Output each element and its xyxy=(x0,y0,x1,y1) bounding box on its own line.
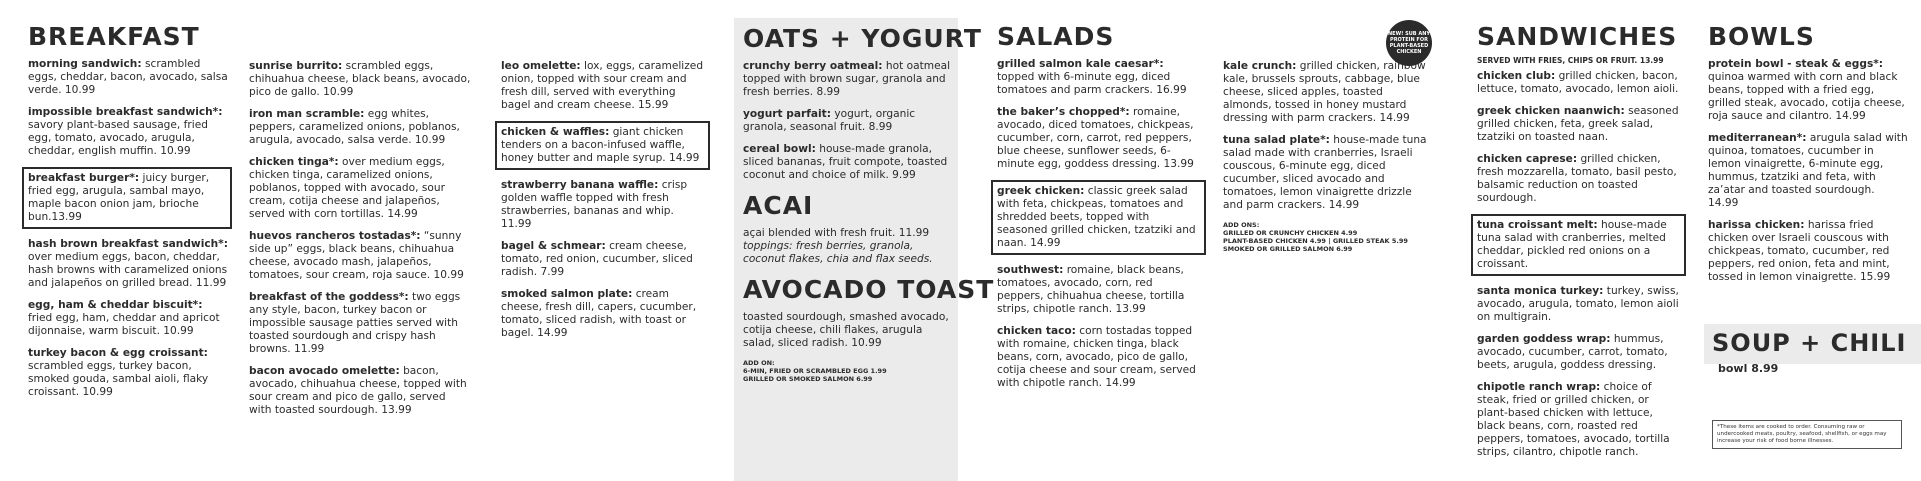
new-badge: NEW! SUB ANY PROTEIN FOR PLANT-BASED CHICKEN xyxy=(1386,20,1432,66)
menu-item: garden goddess wrap: hummus, avocado, cucumber, carrot, tomato, beets, arugula, goddess dressing. xyxy=(1477,333,1668,371)
menu-item: protein bowl - steak & eggs*: quinoa warmed with corn and black beans, topped with a fried egg, grilled steak, avocado, cotija cheese, roja sauce and cilantro. 14.99 xyxy=(1708,58,1905,122)
menu-item: turkey bacon & egg croissant: scrambled eggs, turkey bacon, smoked gouda, sambal aioli, flaky croissant. 10.99 xyxy=(28,347,209,398)
avocado-addon-1: 6-MIN, FRIED OR SCRAMBLED EGG 1.99 xyxy=(743,367,887,375)
acai-heading: ACAI xyxy=(743,191,814,220)
sandwiches-subtitle: SERVED WITH FRIES, CHIPS OR FRUIT. 13.99 xyxy=(1477,56,1664,65)
oats-yogurt-heading: OATS + YOGURT xyxy=(743,24,982,53)
avocado-toast-desc: toasted sourdough, smashed avocado, cotija cheese, chili flakes, arugula salad, sliced radish. 10.99 xyxy=(743,311,949,349)
menu-item: egg, ham & cheddar biscuit*: fried egg, ham, cheddar and apricot dijonnaise, warm biscuit. 10.99 xyxy=(28,299,220,337)
menu-item: impossible breakfast sandwich*: savory plant-based sausage, fried egg, tomato, avocado, arugula, cheddar, english muffin. 10.99 xyxy=(28,106,223,157)
menu-item: chicken tinga*: over medium eggs, chicken tinga, caramelized onions, poblanos, topped with avocado, sour cream, cotija cheese and jalapeños, served with corn tortillas. 14.99 xyxy=(249,156,445,220)
menu-item: sunrise burrito: scrambled eggs, chihuahua cheese, black beans, avocado, pico de gallo. 10.99 xyxy=(249,60,471,98)
menu-item: strawberry banana waffle: crisp golden waffle topped with fresh strawberries, bananas and whip. 11.99 xyxy=(501,179,688,230)
menu-item: bagel & schmear: cream cheese, tomato, red onion, cucumber, sliced radish. 7.99 xyxy=(501,240,693,278)
menu-item: crunchy berry oatmeal: hot oatmeal topped with brown sugar, granola and fresh berries. 8.99 xyxy=(743,60,951,98)
breakfast-col-2 xyxy=(249,60,471,426)
menu-item: iron man scramble: egg whites, peppers, caramelized onions, poblanos, arugula, avocado, salsa verde. 10.99 xyxy=(249,108,460,146)
menu-item: the baker’s chopped*: romaine, avocado, diced tomatoes, chickpeas, cucumber, corn, carrot, red peppers, blue cheese, sunflower seeds, 6-minute egg, goddess dressing. 13.99 xyxy=(997,106,1194,170)
sandwiches-heading: SANDWICHES xyxy=(1477,22,1678,51)
breakfast-heading: BREAKFAST xyxy=(28,22,200,51)
menu-item-featured: tuna croissant melt: house-made tuna salad with cranberries, melted cheddar, pickled red onions on a croissant. xyxy=(1471,214,1686,276)
menu-item: tuna salad plate*: house-made tuna salad made with cranberries, Israeli couscous, 6-minute egg, diced cucumber, sliced avocado and tomatoes, lemon vinaigrette drizzle and parm crackers. 14.99 xyxy=(1223,134,1427,211)
menu-item: smoked salmon plate: cream cheese, fresh dill, capers, cucumber, tomato, sliced radish, with toast or bagel. 14.99 xyxy=(501,288,697,339)
menu-item: harissa chicken: harissa fried chicken over Israeli couscous with chickpeas, tomato, cucumber, red peppers, red onion, feta and mint, tossed in lemon vinaigrette. 15.99 xyxy=(1708,219,1891,283)
breakfast-col-1 xyxy=(28,22,228,408)
menu-item: southwest: romaine, black beans, tomatoes, avocado, corn, red peppers, chihuahua cheese, tortilla strips, chipotle ranch. 13.99 xyxy=(997,264,1185,315)
bowls-heading: BOWLS xyxy=(1708,22,1815,51)
salads-heading: SALADS xyxy=(997,22,1115,51)
menu-item: huevos rancheros tostadas*: “sunny side up” eggs, black beans, chihuahua cheese, avocado mash, jalapeños, tomatoes, sour cream, roja sauce. 10.99 xyxy=(249,230,464,281)
salads-addon-2: PLANT-BASED CHICKEN 4.99 | GRILLED STEAK 5.99 xyxy=(1223,237,1408,245)
breakfast-col-3 xyxy=(501,60,706,349)
salads-addon-3: SMOKED OR GRILLED SALMON 6.99 xyxy=(1223,245,1353,253)
food-safety-footnote: *These items are cooked to order. Consuming raw or undercooked meats, poultry, seafood, shellfish, or eggs may increase your risk of food borne illnesses. xyxy=(1712,420,1902,449)
menu-item: bacon avocado omelette: bacon, avocado, chihuahua cheese, topped with sour cream and pico de gallo, served with toasted sourdough. 13.99 xyxy=(249,365,467,416)
bowls-col xyxy=(1708,22,1908,293)
menu-item: grilled salmon kale caesar*: topped with 6-minute egg, diced tomatoes and parm crackers. 16.99 xyxy=(997,58,1187,96)
salads-col-1 xyxy=(997,22,1202,399)
salads-col-2 xyxy=(1223,60,1433,253)
avocado-addon-2: GRILLED OR SMOKED SALMON 6.99 xyxy=(743,375,873,383)
menu-item: leo omelette: lox, eggs, caramelized onion, topped with sour cream and fresh dill, served with everything bagel and cream cheese. 15.99 xyxy=(501,60,704,111)
soup-chili xyxy=(1712,329,1917,376)
menu-item: mediterranean*: arugula salad with quinoa, tomatoes, cucumber in lemon vinaigrette, 6-minute egg, hummus, tzatziki and feta, with za’atar and toasted sourdough. 14.99 xyxy=(1708,132,1908,209)
menu-item-featured: breakfast burger*: juicy burger, fried egg, arugula, sambal mayo, maple bacon onion jam, brioche bun.13.99 xyxy=(22,167,232,229)
acai-toppings: toppings: fresh berries, granola, coconut flakes, chia and flax seeds. xyxy=(743,240,933,265)
menu-item: cereal bowl: house-made granola, sliced bananas, fruit compote, toasted coconut and choice of milk. 9.99 xyxy=(743,143,948,181)
menu-item: santa monica turkey: turkey, swiss, avocado, arugula, tomato, lemon aioli on multigrain. xyxy=(1477,285,1679,323)
soup-chili-heading: SOUP + CHILI xyxy=(1712,329,1907,357)
menu-item: chipotle ranch wrap: choice of steak, fried or grilled chicken, or plant-based chicken with lettuce, black beans, corn, roasted red peppers, tomatoes, avocado, tortilla strips, cilantro, chipotle ranch. xyxy=(1477,381,1670,458)
soup-chili-price: bowl 8.99 xyxy=(1718,362,1779,375)
oats-acai-avocado-col xyxy=(743,24,995,383)
salads-addon-1: GRILLED OR CRUNCHY CHICKEN 4.99 xyxy=(1223,229,1358,237)
avocado-toast-heading: AVOCADO TOAST xyxy=(743,275,995,304)
menu-item-featured: greek chicken: classic greek salad with feta, chickpeas, tomatoes and shredded beets, topped with seasoned grilled chicken, tzatziki and naan. 14.99 xyxy=(991,180,1206,255)
menu-item: kale crunch: grilled chicken, rainbow kale, brussels sprouts, cabbage, blue cheese, sliced apples, toasted almonds, tossed in honey mustard dressing with parm crackers. 14.99 xyxy=(1223,60,1426,124)
menu-item: chicken taco: corn tostadas topped with romaine, chicken tinga, black beans, corn, avocado, pico de gallo, cotija cheese and sour cream, served with chipotle ranch. 14.99 xyxy=(997,325,1196,389)
menu-item: yogurt parfait: yogurt, organic granola, seasonal fruit. 8.99 xyxy=(743,108,916,133)
menu-item: chicken club: grilled chicken, bacon, lettuce, tomato, avocado, lemon aioli. xyxy=(1477,70,1679,95)
menu-item: greek chicken naanwich: seasoned grilled chicken, feta, greek salad, tzatziki on toasted naan. xyxy=(1477,105,1679,143)
menu-item: chicken caprese: grilled chicken, fresh mozzarella, tomato, basil pesto, balsamic reduction on toasted sourdough. xyxy=(1477,153,1677,204)
menu-item: hash brown breakfast sandwich*: over medium eggs, bacon, cheddar, hash browns with caramelized onions and jalapeños on grilled bread. 11.99 xyxy=(28,238,228,289)
sandwiches-col xyxy=(1477,22,1682,468)
salads-addon-title: ADD ONS: xyxy=(1223,221,1260,229)
menu-item-featured: chicken & waffles: giant chicken tenders on a bacon-infused waffle, honey butter and maple syrup. 14.99 xyxy=(495,121,710,170)
acai-desc: açai blended with fresh fruit. 11.99 xyxy=(743,227,930,239)
avocado-addon-title: ADD ON: xyxy=(743,359,775,367)
menu-item: breakfast of the goddess*: two eggs any style, bacon, turkey bacon or impossible sausage patties served with toasted sourdough and crispy hash browns. 11.99 xyxy=(249,291,461,355)
menu-item: morning sandwich: scrambled eggs, cheddar, bacon, avocado, salsa verde. 10.99 xyxy=(28,58,228,96)
